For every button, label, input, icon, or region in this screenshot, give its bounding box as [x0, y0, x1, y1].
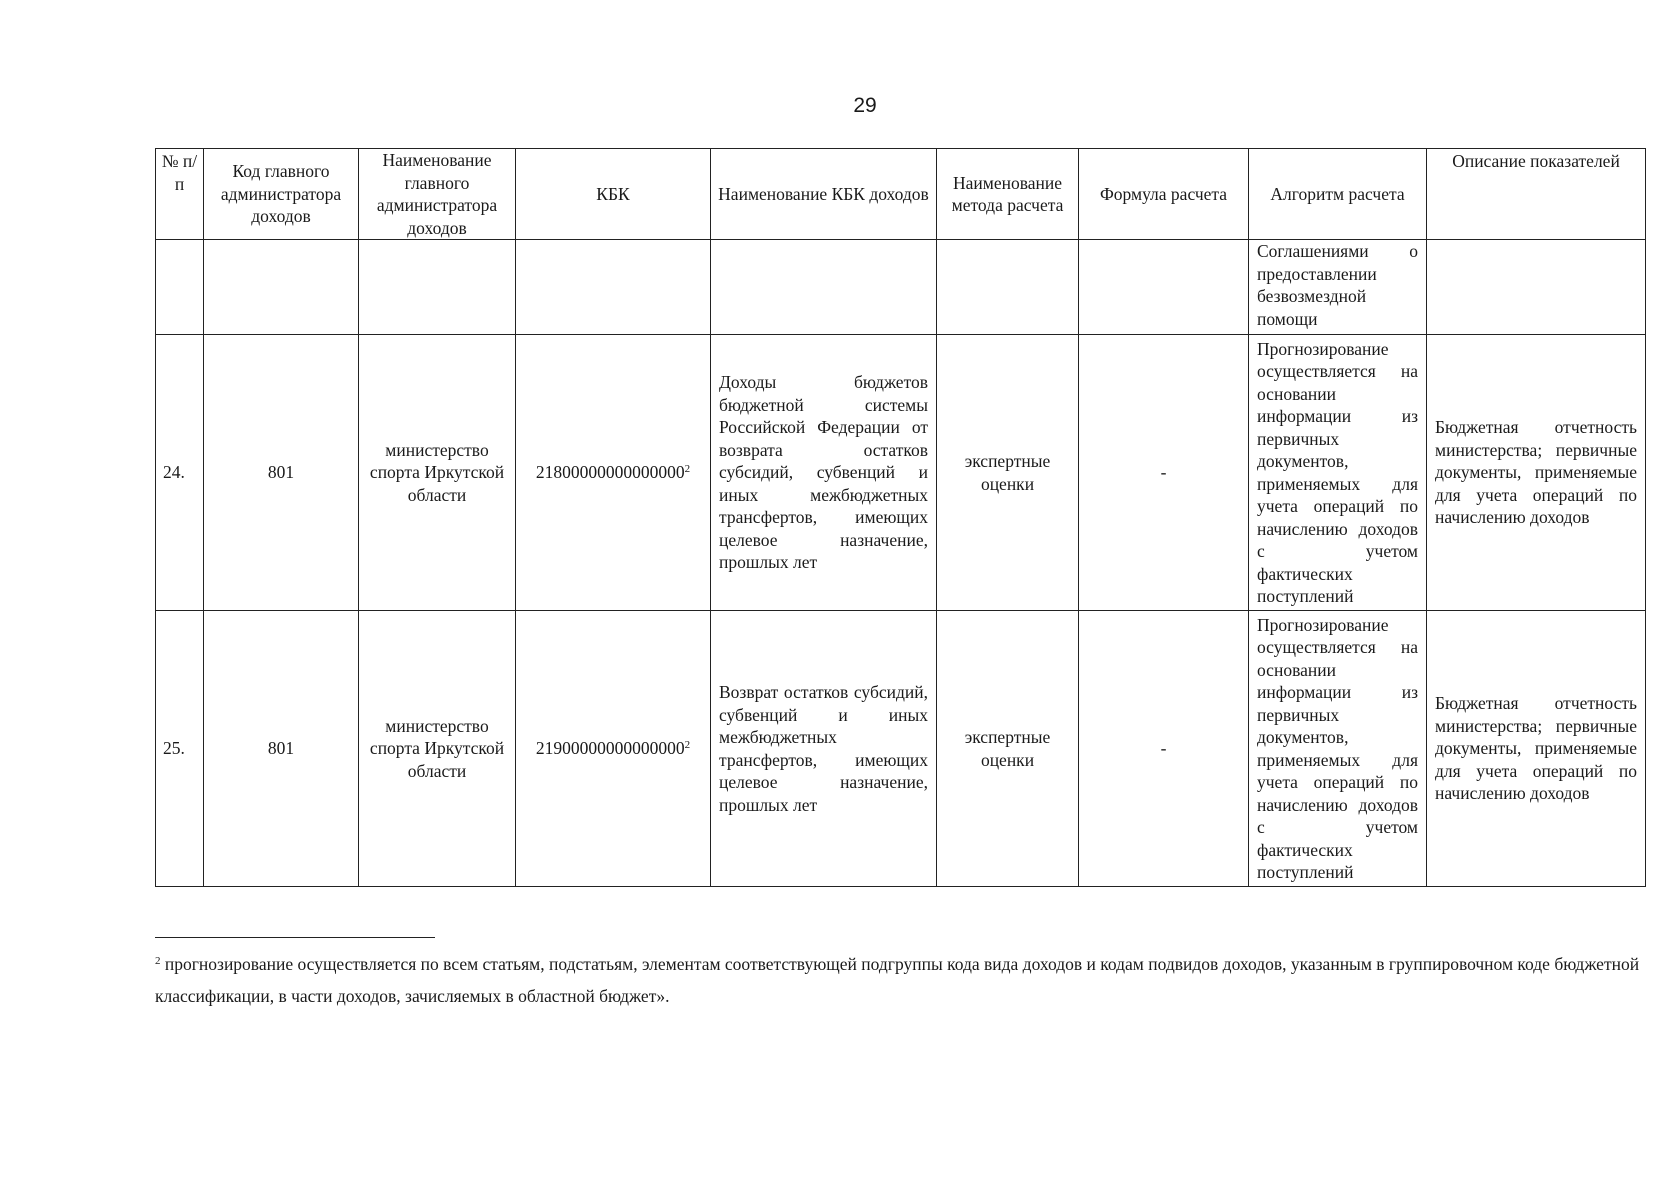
description-cell: Бюджетная отчетность министерства; первичные документы, применяемые для учета операций по начислению доходов	[1427, 335, 1646, 611]
formula-cell: -	[1079, 611, 1249, 887]
method-cell: экспертные оценки	[937, 611, 1079, 887]
footnote-marker: 2	[155, 955, 161, 967]
header-num: № п/п	[156, 149, 204, 240]
admin-code-cell: 801	[204, 611, 359, 887]
algorithm-cell: Прогнозирование осуществляется на основании информации из первичных документов, применяемых для учета операций по начислению доходов с учетом фактических поступлений	[1249, 335, 1427, 611]
admin-name-cell: министерство спорта Иркутской области	[359, 611, 516, 887]
table-row-continuation	[156, 240, 1646, 335]
row-number: 24.	[156, 335, 204, 611]
header-kbk-name: Наименование КБК доходов	[711, 149, 937, 240]
algorithm-cell: Соглашениями о предоставлении безвозмездной помощи	[1249, 240, 1427, 335]
kbk-code: 21800000000000000	[535, 462, 685, 483]
header-admin-name: Наименование главного администратора доходов	[359, 149, 516, 240]
header-description: Описание показателей	[1427, 149, 1646, 240]
header-formula: Формула расчета	[1079, 149, 1249, 240]
admin-name-cell: министерство спорта Иркутской области	[359, 335, 516, 611]
kbk-cell	[516, 611, 711, 887]
header-algorithm: Алгоритм расчета	[1249, 149, 1427, 240]
header-method: Наименование метода расчета	[937, 149, 1079, 240]
footnote-ref: 2	[684, 739, 691, 752]
revenue-forecast-table	[155, 148, 1646, 887]
kbk-name-cell: Доходы бюджетов бюджетной системы Российской Федерации от возврата остатков субсидий, субвенций и иных межбюджетных трансфертов, имеющих целевое назначение, прошлых лет	[711, 335, 937, 611]
footnote	[155, 948, 1645, 1012]
footnote-ref: 2	[684, 463, 691, 476]
method-cell: экспертные оценки	[937, 335, 1079, 611]
description-cell: Бюджетная отчетность министерства; первичные документы, применяемые для учета операций по начислению доходов	[1427, 611, 1646, 887]
kbk-code: 21900000000000000	[535, 738, 685, 759]
row-number: 25.	[156, 611, 204, 887]
footnote-divider	[155, 937, 435, 938]
admin-code-cell: 801	[204, 335, 359, 611]
page-number: 29	[853, 94, 877, 117]
header-row	[156, 149, 1646, 240]
header-admin-code: Код главного администратора доходов	[204, 149, 359, 240]
table-row	[156, 611, 1646, 887]
formula-cell: -	[1079, 335, 1249, 611]
header-kbk: КБК	[516, 149, 711, 240]
table-row	[156, 335, 1646, 611]
kbk-cell	[516, 335, 711, 611]
kbk-name-cell: Возврат остатков субсидий, субвенций и иных межбюджетных трансфертов, имеющих целевое назначение, прошлых лет	[711, 611, 937, 887]
algorithm-cell: Прогнозирование осуществляется на основании информации из первичных документов, применяемых для учета операций по начислению доходов с учетом фактических поступлений	[1249, 611, 1427, 887]
footnote-text: прогнозирование осуществляется по всем статьям, подстатьям, элементам соответствующей подгруппы кода вида доходов и кодам подвидов доходов, указанным в группировочном коде бюджетной классификации, в части доходов, зачисляемых в областной бюджет».	[155, 954, 1640, 1006]
